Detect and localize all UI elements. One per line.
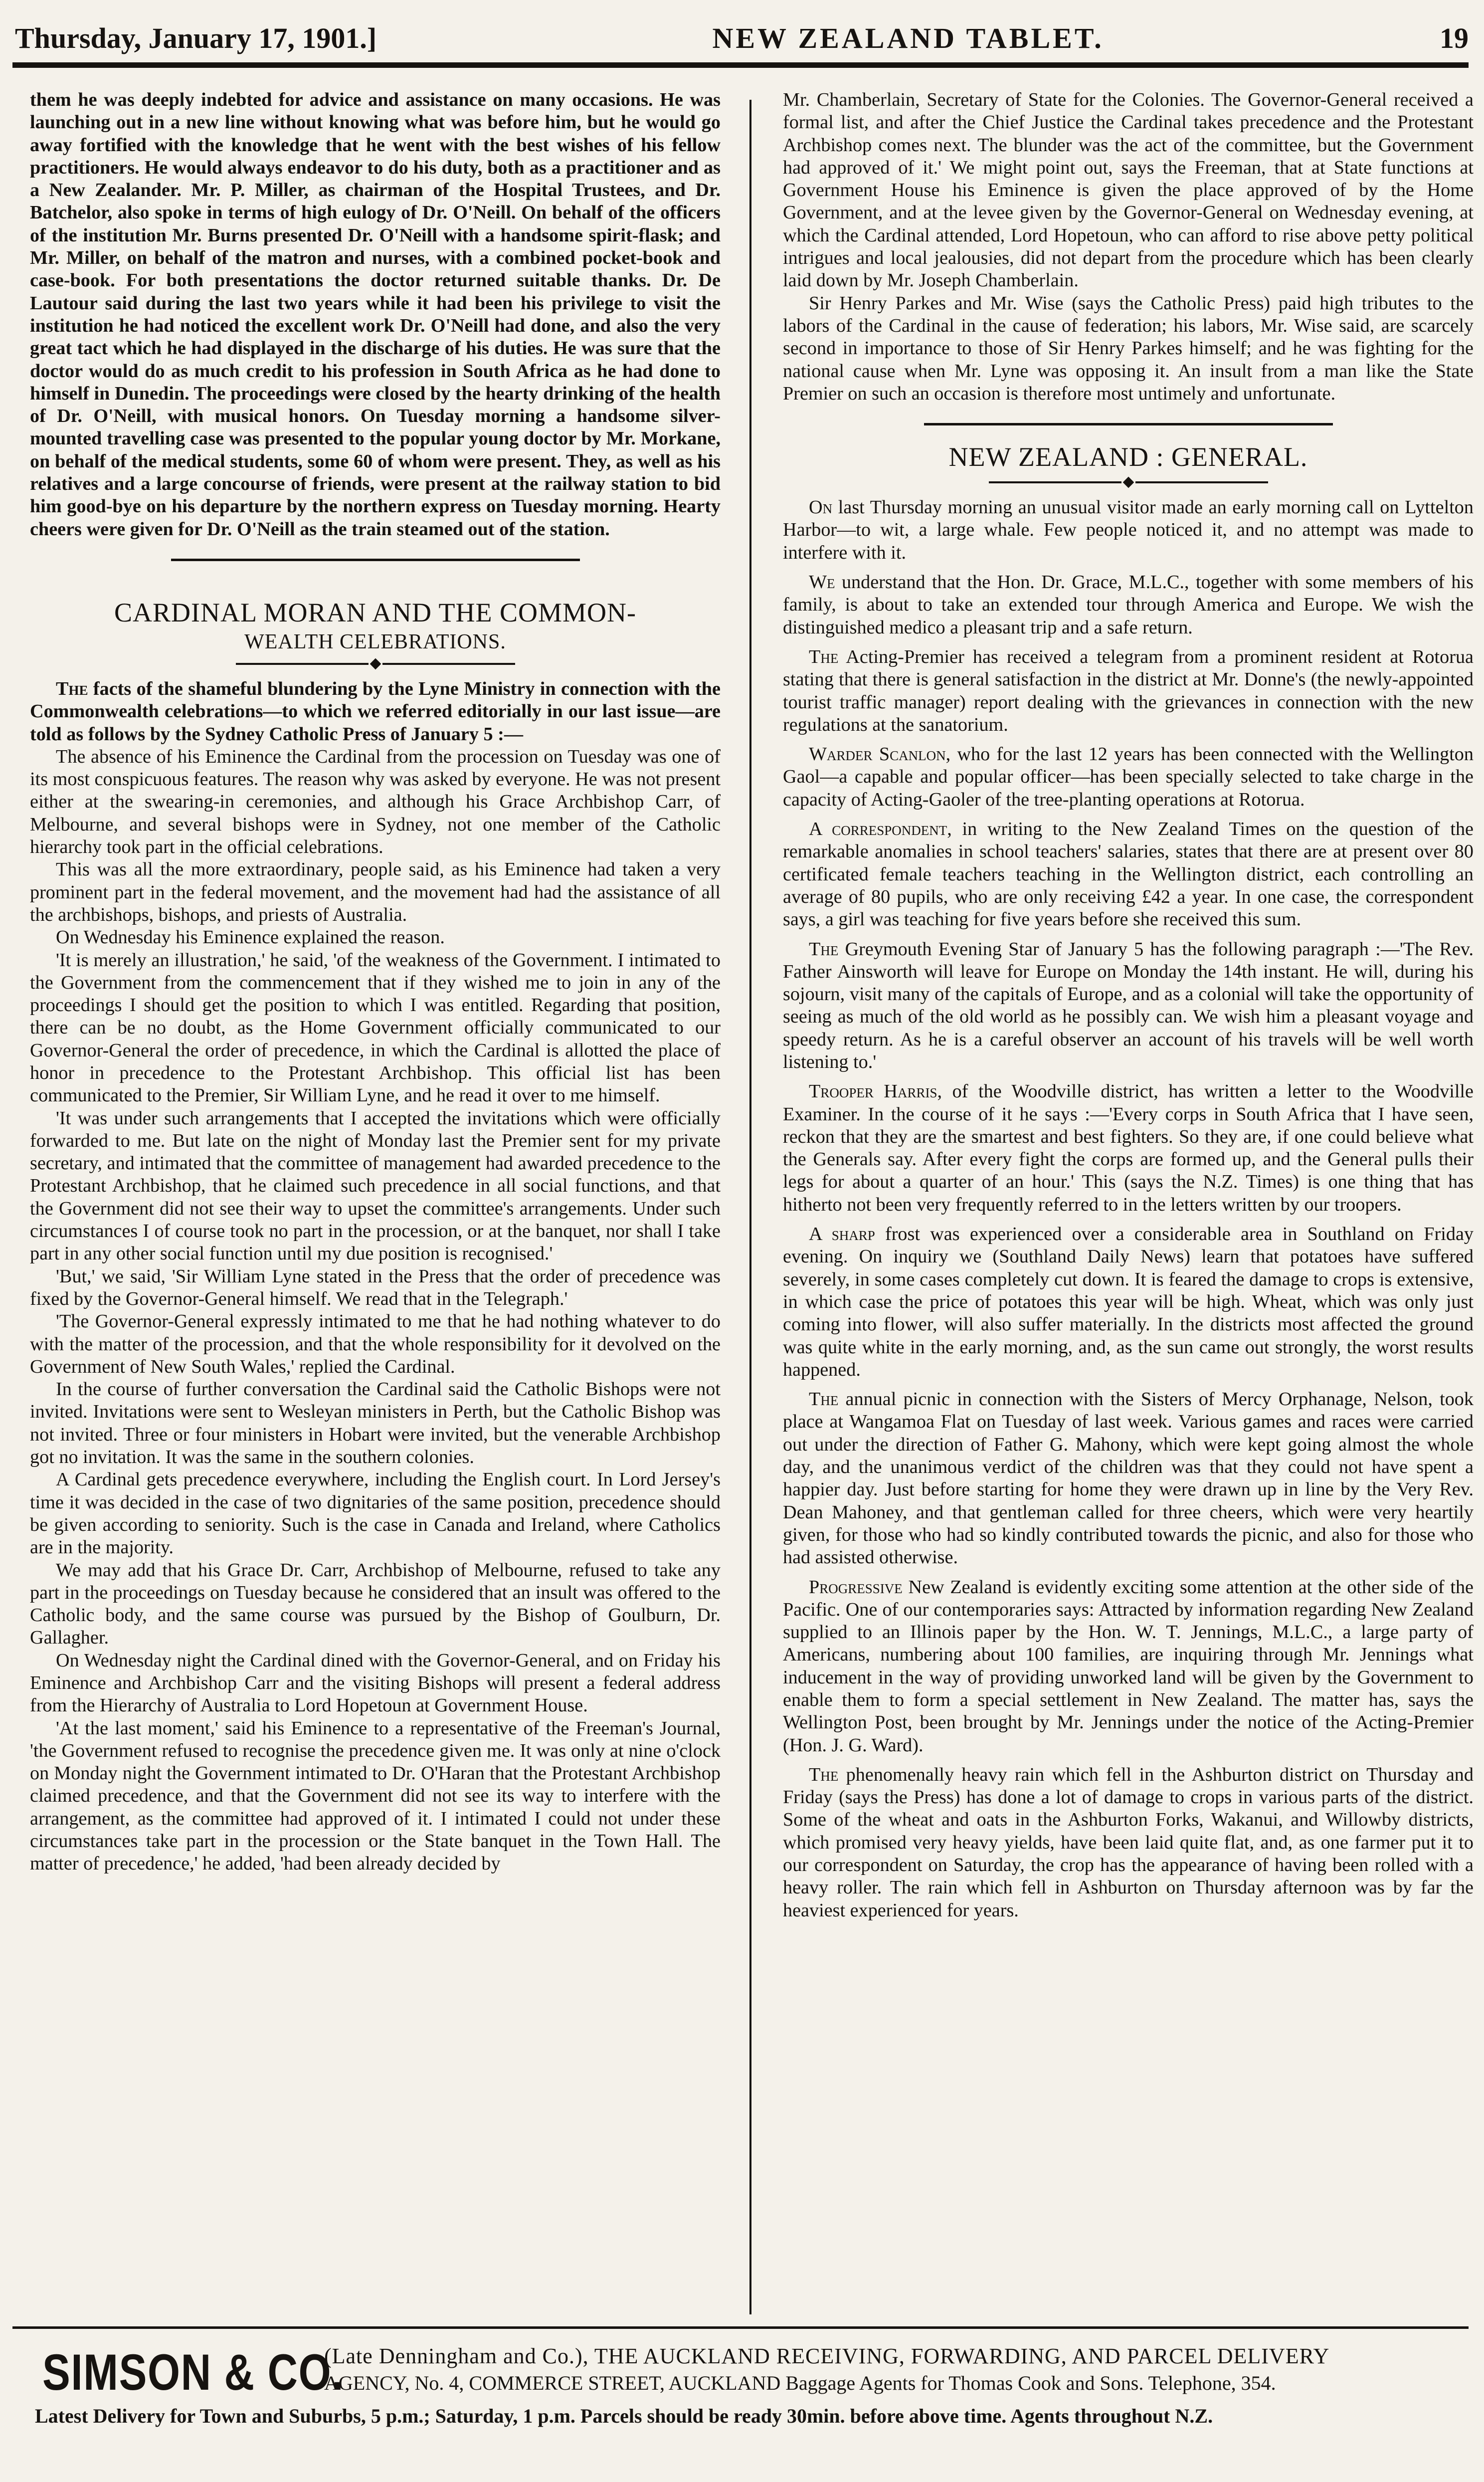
news-item-text: Acting-Premier has received a telegram from a prominent resident at Rotorua stating that there is general satisfaction in the district at Mr. Donne's (the newly-appointed tourist traffic manager) report dealing with the grievances in connection with the new regulations at the sanatorium. bbox=[783, 646, 1474, 735]
article-paragraph: The absence of his Eminence the Cardinal from the procession on Tuesday was one of its most conspicuous features. The reason why was asked by everyone. He was not present either at the swearing-in ceremonies, and although his Grace Archbishop Carr, of Melbourne, and several bishops were in Sydney, not one member of the Catholic hierarchy took part in the official celebrations. bbox=[30, 746, 721, 858]
dr-oneill-farewell-paragraph: them he was deeply indebted for advice and assistance on many occasions. He was launching out in a new line without knowing what was before him, but he would go away fortified with the knowledge that he went with the best wishes of his fellow practitioners. He would always endeavor to do his duty, both as a practitioner and as a New Zealander. Mr. P. Miller, as chairman of the Hospital Trustees, and Dr. Batchelor, also spoke in terms of high eulogy of Dr. O'Neill. On behalf of the officers of the institution Mr. Burns presented Dr. O'Neill with a handsome spirit-flask; and Mr. Miller, on behalf of the matron and nurses, with a combined pocket-book and case-book. For both presentations the doctor returned suitable thanks. Dr. De Lautour said during the last two years while it had been his privilege to visit the institution he had noticed the excellent work Dr. O'Neill had done, and also the very great tact which he had displayed in the discharge of his duties. He was sure that the doctor would do as much credit to his profession in South Africa as he had done to himself in Dunedin. The proceedings were closed by the hearty drinking of the health of Dr. O'Neill, with musical honors. On Tuesday morning a handsome silver-mounted travelling case was presented to the popular young doctor by Mr. Morkane, on behalf of the medical students, some 60 of whom were present. They, as well as his relatives and a large concourse of friends, were present at the railway station to bid him good-bye on his departure by the northern express on Tuesday morning. Hearty cheers were given for Dr. O'Neill as the train steamed out of the station. bbox=[30, 89, 721, 540]
article-paragraph: On Wednesday night the Cardinal dined with the Governor-General, and on Friday his Eminence and Archbishop Carr and the visiting Bishops will present a federal address from the Hierarchy of Australia to Lord Hopetoun at Government House. bbox=[30, 1650, 721, 1716]
footer-rule bbox=[12, 2326, 1469, 2329]
cardinal-moran-headline bbox=[30, 596, 721, 668]
news-item bbox=[783, 1223, 1474, 1381]
ornament-rule bbox=[989, 478, 1268, 486]
section-headline: NEW ZEALAND : GENERAL. bbox=[948, 442, 1308, 472]
news-item-text: in writing to the New Zealand Times on the question of the remarkable anomalies in school teachers' salaries, states that there are at present over 80 certificated female teachers teaching in the Wellington district, each controlling an average of 80 pupils, who are only receiving £42 a year. In one case, the correspondent says, a girl was teaching for five years before she received this sum. bbox=[783, 819, 1474, 930]
column-divider bbox=[749, 100, 751, 2314]
article-paragraph: In the course of further conversation the Cardinal said the Catholic Bishops were not invited. Invitations were sent to Wesleyan ministers in Perth, but the Catholic Bishop was not invited. Three or four ministers in Hobart were invited, but the venerable Archbishop got no invitation. It was the same in the southern colonies. bbox=[30, 1379, 721, 1468]
news-item-text: annual picnic in connection with the Sisters of Mercy Orphanage, Nelson, took place at Wangamoa Flat on Tuesday of last week. Various games and races were carried out under the direction of Father G. Mahony, which were kept going almost the whole day, and the unanimous verdict of the children was that they could not have spent a happier day. Just before starting for home they were drawn up in line by the Very Rev. Dean Mahoney, and that gentleman called for three cheers, which were very heartily given, for those who had so kindly contributed towards the picnic, and also for those who had assisted otherwise. bbox=[783, 1389, 1474, 1568]
news-item-lead: The bbox=[809, 646, 839, 667]
news-item-text: last Thursday morning an unusual visitor made an early morning call on Lyttelton Harbor—to wit, a large whale. Few people noticed it, and no attempt was made to interfere with it. bbox=[783, 497, 1474, 563]
article-continuation bbox=[783, 89, 1474, 405]
news-item-lead: We bbox=[809, 572, 835, 593]
headline-line-2: WEALTH CELEBRATIONS. bbox=[244, 630, 506, 653]
news-item-lead: A sharp bbox=[809, 1224, 875, 1245]
news-item bbox=[783, 571, 1474, 639]
article-paragraph: This was all the more extraordinary, people said, as his Eminence had taken a very prominent part in the federal movement, and the movement had had the assistance of all the archbishops, bishops, and priests of Australia. bbox=[30, 859, 721, 925]
news-item-text: who for the last 12 years has been connected with the Wellington Gaol—a capable and popular officer—has been specially selected to take charge in the capacity of Acting-Gaoler of the tree-planting operations at Rotorua. bbox=[783, 744, 1474, 810]
masthead-title: NEW ZEALAND TABLET. bbox=[712, 21, 1104, 54]
news-item-text: Greymouth Evening Star of January 5 has the following paragraph :—'The Rev. Father Ainsworth will leave for Europe on Monday the 14th instant. He will, during his sojourn, visit many of the capitals of Europe, and as a colonial will take the opportunity of seeing as much of the old world as he possibly can. We wish him a pleasant voyage and speedy return. As he is a careful observer an account of his travels will be well worth listening to.' bbox=[783, 938, 1474, 1072]
news-item-text: frost was experienced over a considerable area in Southland on Friday evening. On inquiry we (Southland Daily News) learn that potatoes have suffered severely, in some cases completely cut down. It is feared the damage to crops is extensive, in which case the price of potatoes this year will be high. Wheat, which was only just coming into flower, will also suffer materially. In the districts most affected the ground was quite white in the early morning, and, as the sun came out strongly, the worst results happened. bbox=[783, 1224, 1474, 1380]
intro-lead: The bbox=[56, 678, 88, 699]
article-paragraph: 'It is merely an illustration,' he said, 'of the weakness of the Government. I intimated to the Government from the commencement that if they wished me to join in any of the proceedings I should get the position to which I was entitled. Regarding that position, there can be no doubt, as the Home Government officially communicated to our Governor-General the order of precedence, in which the Cardinal is allotted the place of honor in precedence to the Protestant Archbishop. This official list has been communicated to the Premier, Sir William Lyne, and he read it over to me himself. bbox=[30, 949, 721, 1106]
news-item-lead: Warder Scanlon, bbox=[809, 744, 951, 765]
news-item bbox=[783, 496, 1474, 564]
news-item bbox=[783, 938, 1474, 1074]
ad-line-2: AGENCY, No. 4, COMMERCE STREET, AUCKLAND Baggage Agents for Thomas Cook and Sons. Telephone, 354. bbox=[324, 2372, 1276, 2394]
news-item-text: of the Woodville district, has written a letter to the Woodville Examiner. In the course of it he says :—'Every corps in South Africa that I have seen, reckon that they are the smartest and best fighters. So they are, if one could believe what the Generals say. After every fight the corps are formed up, and the General pulls their legs for about a quarter of an hour.' This (says the N.Z. Times) is one thing that has hitherto not been very frequently referred to in the letters written by our troopers. bbox=[783, 1081, 1474, 1215]
news-item-lead: The bbox=[809, 1764, 839, 1785]
news-item bbox=[783, 1764, 1474, 1922]
news-item-lead: The bbox=[809, 938, 839, 960]
article-paragraph: 'The Governor-General expressly intimated to me that he had nothing whatever to do with the matter of the procession, and that the whole responsibility for it devolved on the Government of New South Wales,' replied the Cardinal. bbox=[30, 1311, 721, 1377]
continuation-paragraph: Sir Henry Parkes and Mr. Wise (says the Catholic Press) paid high tributes to the labors of the Cardinal in the cause of federation; his labors, Mr. Wise said, are scarcely second in importance to those of Sir Henry Parkes himself; and he was fighting for the national cause when Mr. Lyne was opposing it. An insult from a man like the State Premier on such an occasion is therefore most untimely and unfortunate. bbox=[783, 292, 1474, 404]
left-column bbox=[30, 89, 721, 1875]
page-header bbox=[15, 15, 1469, 61]
news-item bbox=[783, 1080, 1474, 1216]
advertisement-footer bbox=[25, 2339, 1461, 2469]
article-body bbox=[30, 746, 721, 1875]
news-item bbox=[783, 743, 1474, 811]
advertiser-brand: SIMSON & CO. bbox=[42, 2344, 345, 2401]
news-item-lead: Trooper Harris, bbox=[809, 1081, 942, 1102]
article-paragraph: On Wednesday his Eminence explained the reason. bbox=[56, 927, 445, 948]
ad-line-3: Latest Delivery for Town and Suburbs, 5 p.m.; Saturday, 1 p.m. Parcels should be ready 30min. before above time. Agents throughout N.Z. bbox=[35, 2405, 1213, 2427]
news-item-text: phenomenally heavy rain which fell in the Ashburton district on Thursday and Friday (says the Press) has done a lot of damage to crops in various parts of the district. Some of the wheat and oats in the Ashburton Forks, Wakanui, and Willowby districts, which promised very heavy yields, have been laid quite flat, and, as one farmer put it to our correspondent on Saturday, the crop has the appearance of having been rolled with a heavy roller. The rain which fell in Ashburton on Thursday afternoon was by far the heaviest experienced for years. bbox=[783, 1764, 1474, 1921]
news-item-lead: The bbox=[809, 1389, 839, 1410]
continuation-paragraph: Mr. Chamberlain, Secretary of State for the Colonies. The Governor-General received a formal list, and after the Chief Justice the Cardinal takes precedence and the Protestant Archbishop comes next. The blunder was the act of the committee, but the Government had approved of it.' We might point out, says the Freeman, that at State functions at Government House his Eminence is given the place approved of by the Home Government, and at the levee given by the Governor-General on Wednesday evening, at which the Cardinal attended, Lord Hopetoun, who can afford to rise above petty political intrigues and local jealousies, did not depart from the procedure which has been clearly laid down by Mr. Joseph Chamberlain. bbox=[783, 89, 1474, 291]
news-item bbox=[783, 818, 1474, 931]
news-item-lead: Progressive bbox=[809, 1576, 903, 1598]
article-paragraph: A Cardinal gets precedence everywhere, including the English court. In Lord Jersey's time it was decided in the case of two dignitaries of the same position, precedence should be given according to seniority. Such is the case in Canada and Ireland, where Catholics are in the majority. bbox=[30, 1469, 721, 1558]
news-item-text: understand that the Hon. Dr. Grace, M.L.C., together with some members of his family, is about to take an extended tour through America and Europe. We wish the distinguished medico a pleasant trip and a safe return. bbox=[783, 572, 1474, 638]
news-item bbox=[783, 1576, 1474, 1757]
issue-date: Thursday, January 17, 1901.] bbox=[15, 21, 377, 54]
ornament-rule bbox=[236, 660, 515, 668]
right-column bbox=[783, 89, 1474, 1922]
news-items-list bbox=[783, 496, 1474, 1922]
news-item-lead: A correspondent, bbox=[809, 819, 952, 840]
intro-text: facts of the shameful blundering by the Lyne Ministry in connection with the Commonwealth celebrations—to which we referred editorially in our last issue—are told as follows by the Sydney Catholic Press of January 5 :— bbox=[30, 678, 721, 745]
article-intro bbox=[30, 678, 721, 746]
article-paragraph: 'At the last moment,' said his Eminence to a representative of the Freeman's Journal, 'the Government refused to recognise the precedence given me. It was only at nine o'clock on Monday night the Government intimated to Dr. O'Haran that the Protestant Archbishop claimed precedence, and that the Government did not see its way to interfere with the arrangement, as the committee had approved of it. I intimated I could not under these circumstances take part in the procession or the State banquet in the Town Hall. The matter of precedence,' he added, 'had been already decided by bbox=[30, 1717, 721, 1874]
nz-general-headline bbox=[783, 440, 1474, 486]
news-item bbox=[783, 1388, 1474, 1569]
news-item bbox=[783, 646, 1474, 736]
article-paragraph: 'It was under such arrangements that I accepted the invitations which were officially forwarded to me. But late on the night of Monday last the Premier sent for my private secretary, and intimated that the committee of management had awarded precedence to the Protestant Archbishop, that he claimed such precedence in all social functions, and that the Government did not see their way to upset the committee's arrangements. Under such circumstances I of course took no part in the procession, or at the banquet, nor shall I take part in any other social function until my due position is recognised.' bbox=[30, 1107, 721, 1264]
ad-line-1: (Late Denningham and Co.), THE AUCKLAND RECEIVING, FORWARDING, AND PARCEL DELIVERY bbox=[324, 2344, 1330, 2368]
page-number: 19 bbox=[1440, 21, 1469, 54]
article-paragraph: 'But,' we said, 'Sir William Lyne stated in the Press that the order of precedence was fixed by the Governor-General himself. We read that in the Telegraph.' bbox=[30, 1265, 721, 1309]
section-rule bbox=[924, 423, 1333, 425]
headline-line-1: CARDINAL MORAN AND THE COMMON- bbox=[114, 597, 637, 627]
section-rule bbox=[171, 559, 580, 561]
news-item-text: New Zealand is evidently exciting some attention at the other side of the Pacific. One of our contemporaries says: Attracted by information regarding New Zealand supplied to an Illinois paper by the Hon. W. T. Jennings, M.L.C., a large party of Americans, numbering about 100 families, are inquiring through Mr. Jennings what inducement in the way of providing unworked land will be given by the Government to enable them to form a special settlement in New Zealand. The matter has, says the Wellington Post, been brought by Mr. Jennings under the notice of the Acting-Premier (Hon. J. G. Ward). bbox=[783, 1576, 1474, 1756]
news-item-lead: On bbox=[809, 497, 833, 518]
header-rule bbox=[12, 62, 1469, 68]
article-paragraph: We may add that his Grace Dr. Carr, Archbishop of Melbourne, refused to take any part in the proceedings on Tuesday because he considered that an insult was offered to the Catholic body, and the same course was pursued by the Bishop of Goulburn, Dr. Gallagher. bbox=[30, 1559, 721, 1649]
